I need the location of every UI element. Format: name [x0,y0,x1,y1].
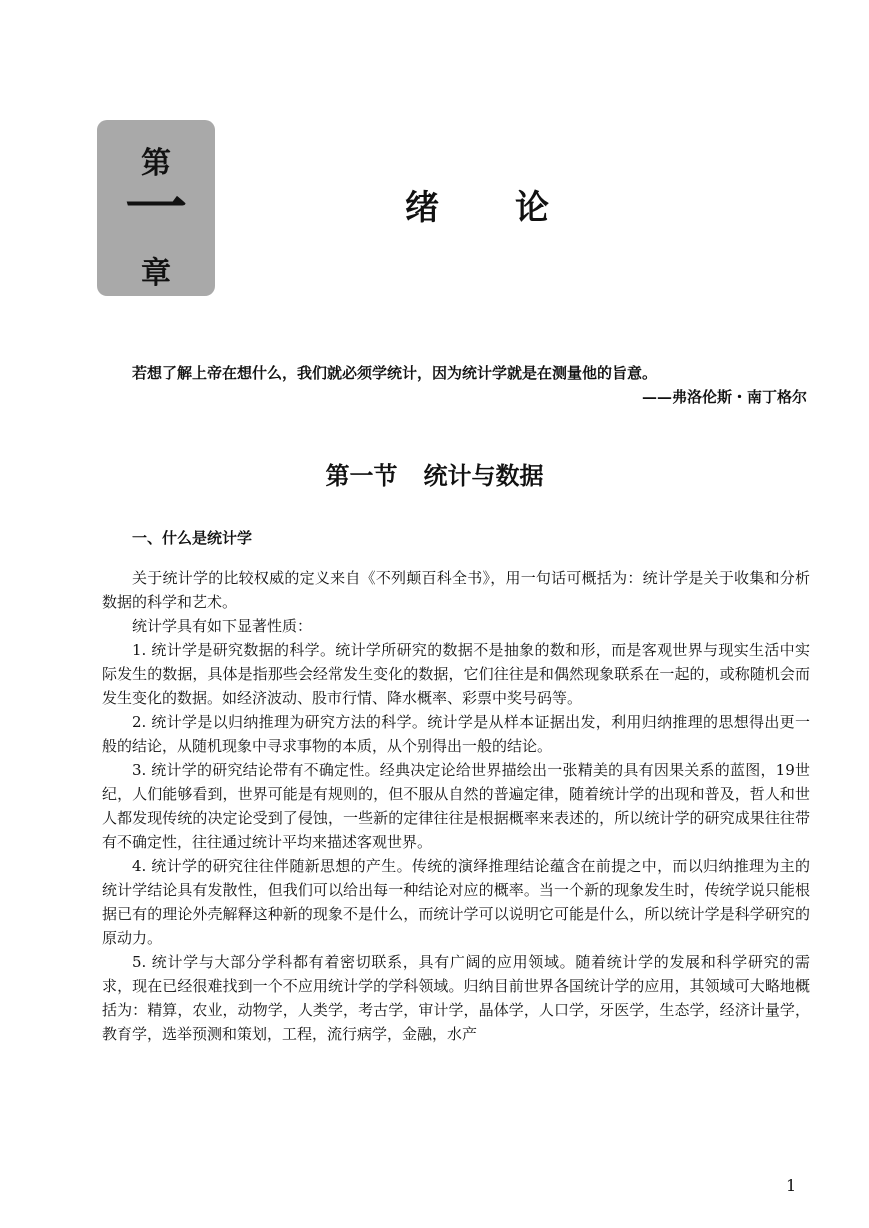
paragraph: 3. 统计学的研究结论带有不确定性。经典决定论给世界描绘出一张精美的具有因果关系的蓝图，19世纪，人们能够看到，世界可能是有规则的，但不服从自然的普遍定律，随着统计学的出现和普及，哲人和世人都发现传统的决定论受到了侵蚀，一些新的定律往往是根据概率来表述的，所以统计学的研究成果往往带有不确定性，往往通过统计平均来描述客观世界。 [102,761,810,851]
section-name: 统计与数据 [423,461,544,490]
page-number: 1 [786,1176,797,1195]
chapter-badge-bottom: 章 [141,256,171,291]
paragraph: 统计学具有如下显著性质： [132,617,313,635]
chapter-badge-top: 第 [141,146,171,181]
paragraph: 5. 统计学与大部分学科都有着密切联系，具有广阔的应用领域。随着统计学的发展和科学研究的需求，现在已经很难找到一个不应用统计学的学科领域。归纳目前世界各国统计学的应用，其领域可大略地概括为：精算，农业，动物学，人类学，考古学，审计学，晶体学，人口学，牙医学，生态学，经济计量学，教育学，选举预测和策划，工程，流行病学，金融，水产 [102,953,810,1043]
body-text [102,566,810,1046]
chapter-badge-number: 一 [124,171,187,244]
section-number: 第一节 [325,461,398,490]
chapter-badge [97,120,215,296]
paragraph: 2. 统计学是以归纳推理为研究方法的科学。统计学是从样本证据出发，利用归纳推理的思想得出更一般的结论，从随机现象中寻求事物的本质，从个别得出一般的结论。 [102,713,810,755]
epigraph-attribution: ——弗洛伦斯・南丁格尔 [641,388,807,406]
paragraph: 1. 统计学是研究数据的科学。统计学所研究的数据不是抽象的数和形，而是客观世界与现实生活中实际发生的数据，具体是指那些会经常发生变化的数据，它们往往是和偶然现象联系在一起的，或称随机会而发生变化的数据。如经济波动、股市行情、降水概率、彩票中奖号码等。 [102,641,810,707]
paragraph: 4. 统计学的研究往往伴随新思想的产生。传统的演绎推理结论蕴含在前提之中，而以归纳推理为主的统计学结论具有发散性，但我们可以给出每一种结论对应的概率。当一个新的现象发生时，传统学说只能根据已有的理论外壳解释这种新的现象不是什么，而统计学可以说明它可能是什么，所以统计学是科学研究的原动力。 [102,857,810,947]
paragraph: 关于统计学的比较权威的定义来自《不列颠百科全书》，用一句话可概括为：统计学是关于收集和分析数据的科学和艺术。 [102,569,810,611]
epigraph-quote: 若想了解上帝在想什么，我们就必须学统计，因为统计学就是在测量他的旨意。 [132,364,658,382]
chapter-title: 绪论 [405,188,625,228]
section-title [0,456,869,491]
subsection-title: 一、什么是统计学 [132,529,253,547]
